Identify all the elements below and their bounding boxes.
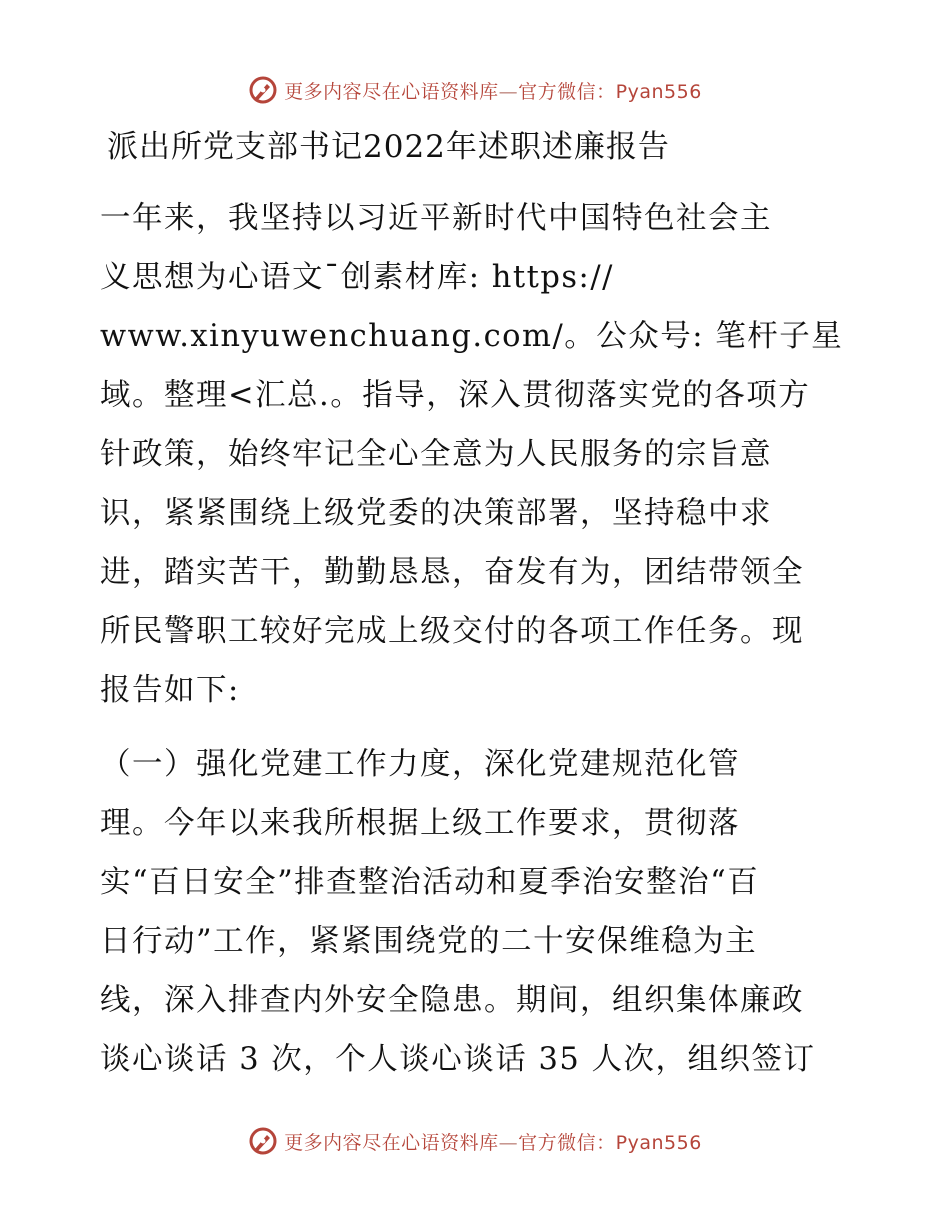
body-line: （一）强化党建工作力度，深化党建规范化管 [100,747,740,782]
body-line: 报告如下: [100,673,240,708]
watermark-text: 更多内容尽在心语资料库—官方微信：Pyan556 [284,80,702,103]
body-line: 一年来，我坚持以习近平新时代中国特色社会主 [100,201,772,236]
footer-watermark [0,1121,950,1161]
body-line: 所民警职工较好完成上级交付的各项工作任务。现 [100,614,804,649]
body-line: 实“百日安全”排查整治活动和夏季治安整治“百 [100,865,760,900]
body-line: 理。今年以来我所根据上级工作要求，贯彻落 [100,806,740,841]
body-line: www.xinyuwenchuang.com/。公众号: 笔杆子星 [100,319,844,354]
document-title: 派出所党支部书记2022年述职述廉报告 [107,129,670,165]
body-line: 日行动”工作，紧紧围绕党的二十安保维稳为主 [100,924,758,959]
body-line: 义思想为心语文¯创素材库: https:// [100,260,614,295]
body-line: 针政策，始终牢记全心全意为人民服务的宗旨意 [100,437,772,472]
pen-seal-logo-icon [248,75,278,105]
body-line: 识，紧紧围绕上级党委的决策部署，坚持稳中求 [100,496,772,531]
header-watermark [0,70,950,110]
body-line: 进，踏实苦干，勤勤恳恳，奋发有为，团结带领全 [100,555,804,590]
pen-seal-logo-icon [248,1126,278,1156]
body-line: 域。整理<汇总.。指导，深入贯彻落实党的各项方 [100,378,811,413]
body-line: 谈心谈话 3 次，个人谈心谈话 35 人次，组织签订 [100,1042,816,1077]
body-line: 线，深入排查内外安全隐患。期间，组织集体廉政 [100,983,804,1018]
watermark-text: 更多内容尽在心语资料库—官方微信：Pyan556 [284,1131,702,1154]
